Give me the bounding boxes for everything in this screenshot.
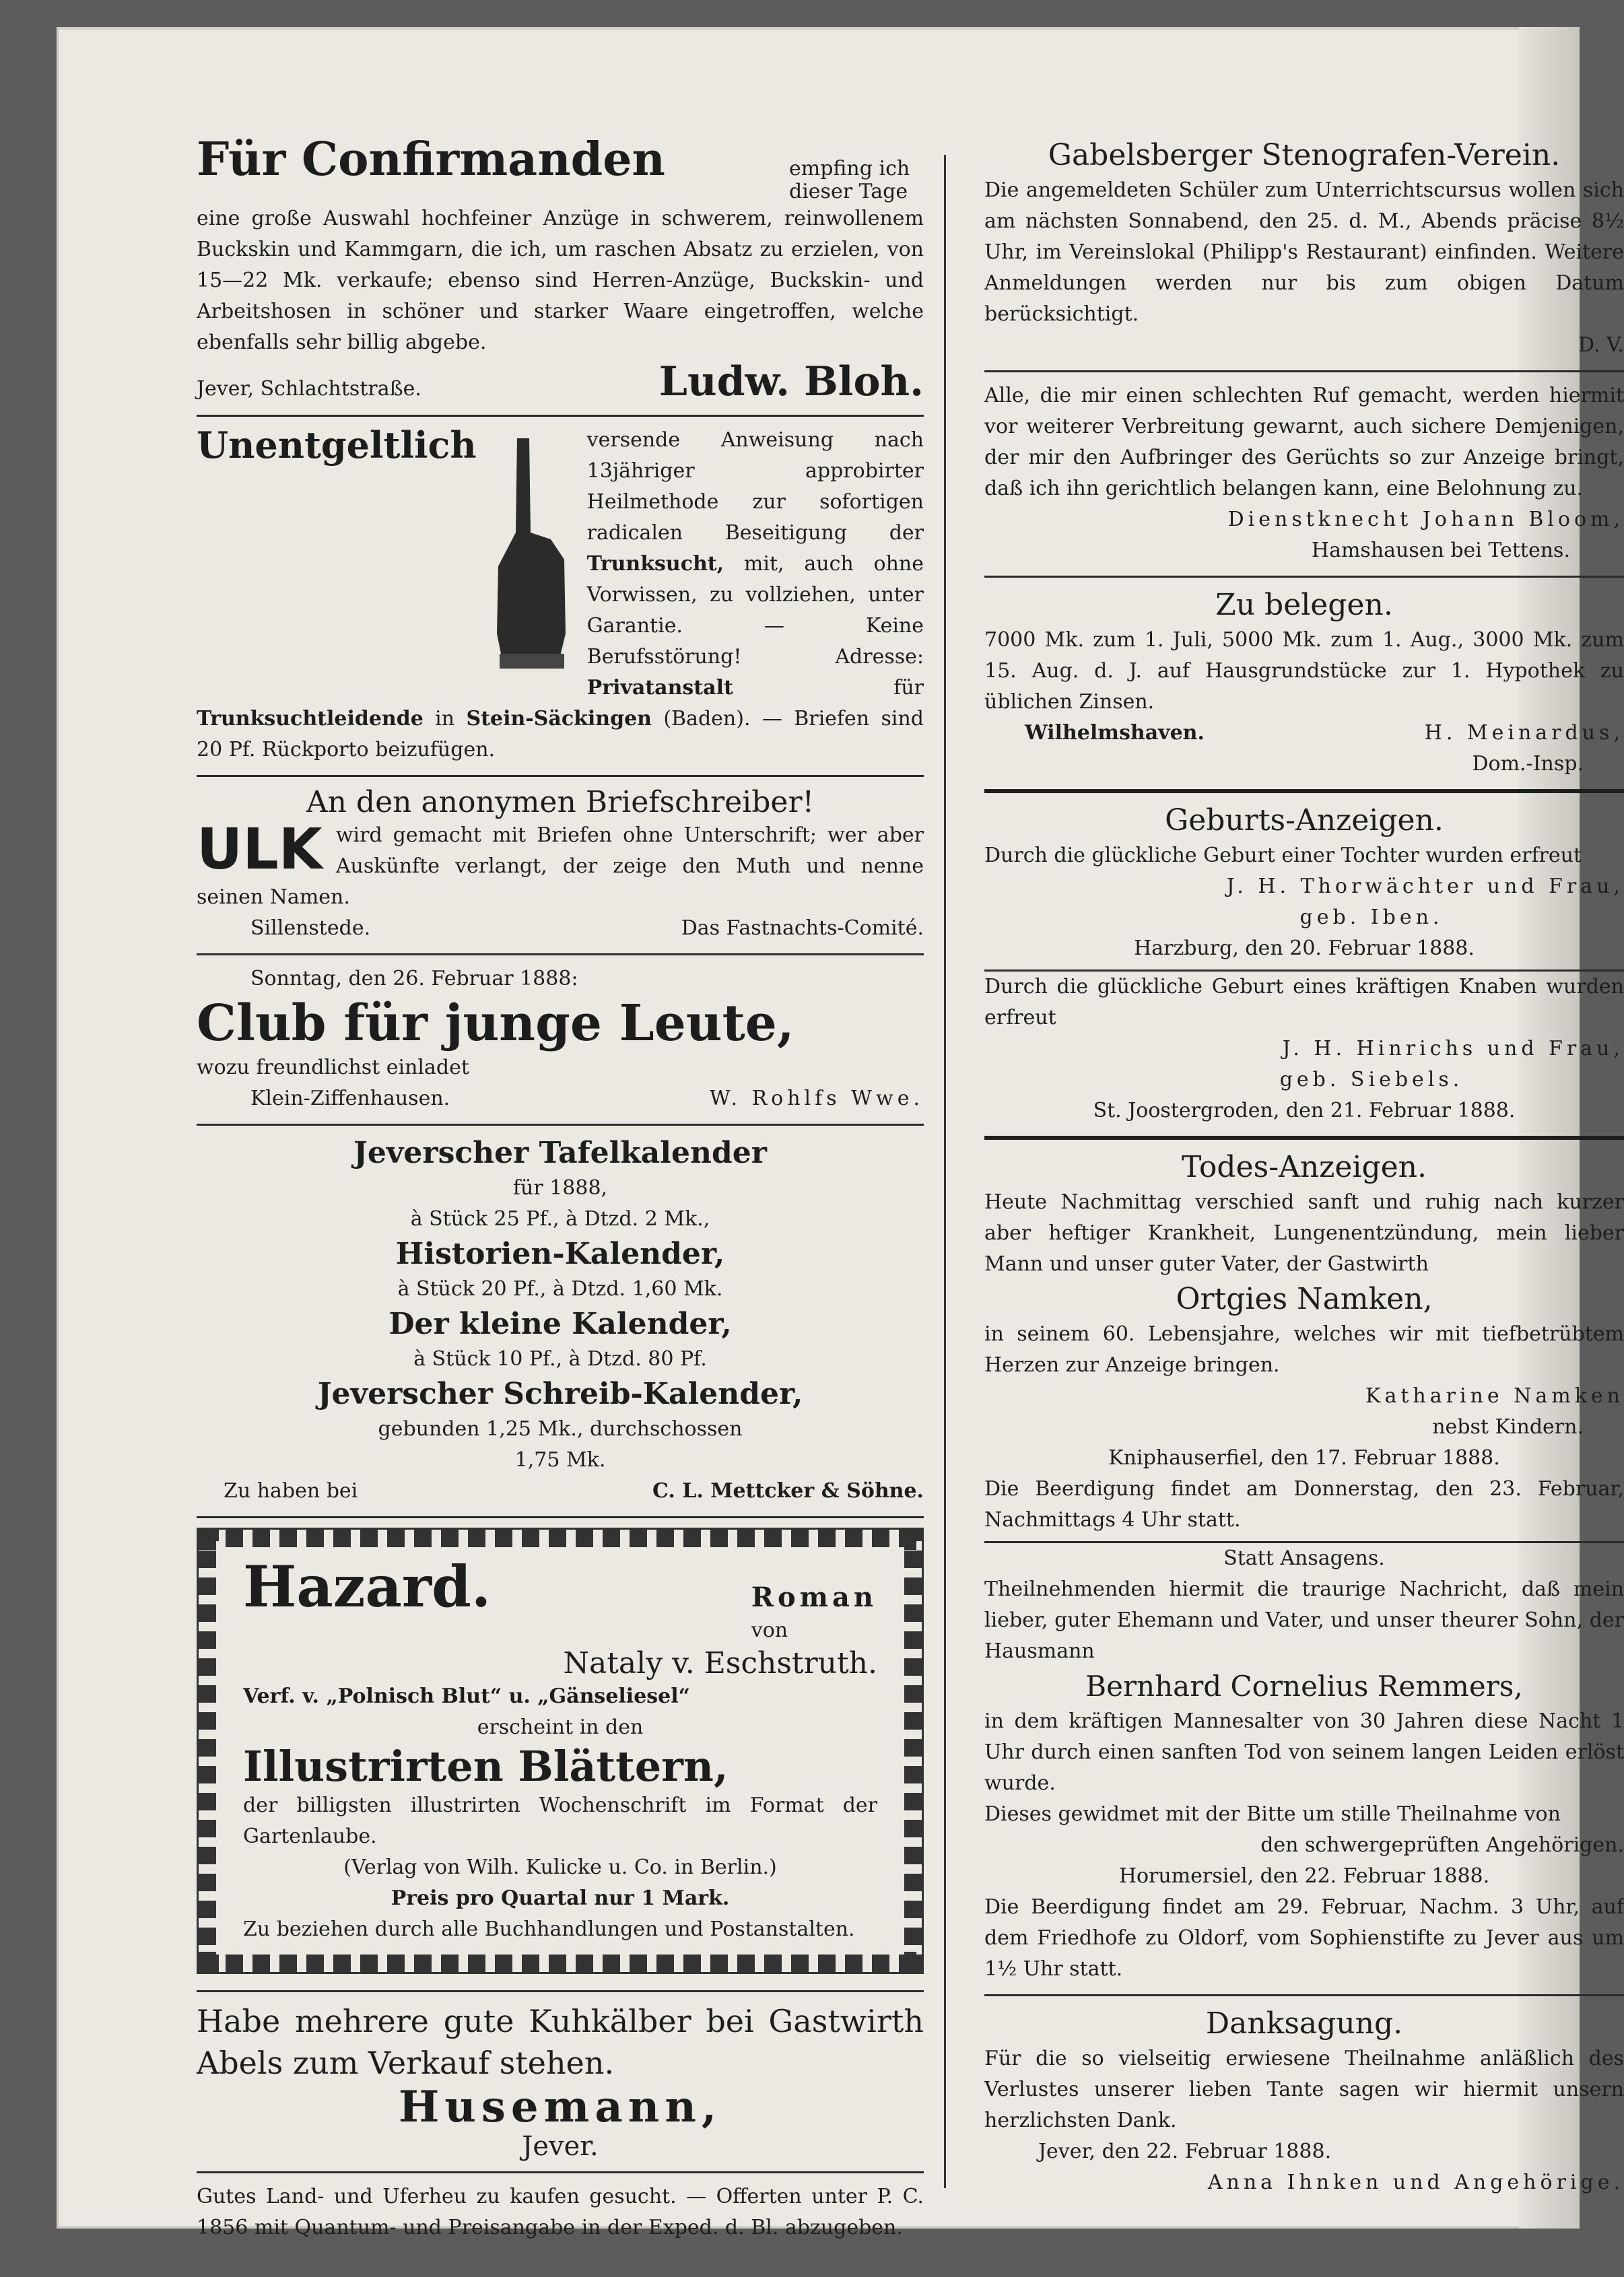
ad-signature: D. V.: [1578, 333, 1624, 357]
death-1-sig-2: nebst Kindern.: [1432, 1415, 1584, 1439]
section-title: Geburts-Anzeigen.: [1165, 803, 1444, 838]
ad-trunksucht: [197, 417, 924, 777]
ad-place: Klein-Ziffenhausen.: [250, 1087, 450, 1110]
deaths-section: [984, 1140, 1624, 1996]
ad-body: Alle, die mir einen schlechten Ruf gemacht, werden hiermit vor weiterer Verbreitung gewarnt, auch sichere Demjenigen, der mir den Aufbringer des Gerüchts so zur Anzeige bringt, daß ich ihn gerichtlich belangen kann, eine Belohnung zu.: [984, 384, 1624, 500]
ad-hazard: [197, 1518, 924, 1992]
death-1-name: Ortgies Namken,: [1176, 1282, 1433, 1316]
hazard-line-4: (Verlag von Wilh. Kulicke u. Co. in Berlin.): [343, 1856, 777, 1879]
birth-1-names: J. H. Thorwächter und Frau,: [1226, 875, 1624, 898]
ad-place: Sillenstede.: [250, 916, 371, 940]
death-2-name: Bernhard Cornelius Remmers,: [1085, 1670, 1523, 1703]
kalender-2-price: à Stück 20 Pf., à Dtzd. 1,60 Mk.: [397, 1277, 723, 1301]
kalender-seller: C. L. Mettcker & Söhne.: [652, 1479, 924, 1503]
ad-title: An den anonymen Briefschreiber!: [306, 785, 815, 819]
ad-signature: W. Rohlfs Wwe.: [709, 1087, 924, 1110]
birth-1-nee: geb. Iben.: [1299, 906, 1444, 929]
birth-1-place: Harzburg, den 20. Februar 1888.: [984, 933, 1624, 972]
ad-bold-text: Privatanstalt: [586, 676, 733, 700]
ad-body: wird gemacht mit Briefen ohne Unterschrift; wer aber Auskünfte verlangt, der zeige den Muth und nenne seinen Namen.: [197, 823, 924, 909]
ad-body: Die angemeldeten Schüler zum Unterrichtscursus wollen sich am nächsten Sonnabend, den 25. d. M., Abends präcise 8½ Uhr, im Vereinslokal (Philipp's Restaurant) einfinden. Weitere Anmeldungen werden nur bis zum obigen Datum berücksichtigt.: [984, 178, 1624, 326]
ad-title: Zu belegen.: [1215, 588, 1393, 622]
birth-2-nee: geb. Siebels.: [1279, 1068, 1464, 1091]
thanks-signature: Anna Ihnken und Angehörige.: [1207, 2171, 1624, 2194]
death-2-head: Statt Ansagens.: [1223, 1547, 1385, 1570]
kalender-1-year: für 1888,: [512, 1176, 608, 1200]
section-title: Danksagung.: [1205, 2006, 1403, 2041]
hazard-magazine: Illustrirten Blättern,: [243, 1742, 729, 1791]
death-2-place: Horumersiel, den 22. Februar 1888.: [1118, 1864, 1490, 1888]
hazard-author: Nataly v. Eschstruth.: [563, 1646, 877, 1680]
death-1-funeral: Die Beerdigung findet am Donnerstag, den 23. Februar, Nachmittags 4 Uhr statt.: [984, 1474, 1624, 1543]
ad-text: versende Anweisung nach 13jähriger approbirter Heilmethode zur sofortigen radicalen Beseitigung der: [586, 428, 924, 545]
ad-body: Gutes Land- und Uferheu zu kaufen gesucht. — Offerten unter P. C. 1856 mit Quantum- und Preisangabe in der Exped. d. Bl. abzugeben.: [197, 2185, 924, 2239]
birth-2-text: Durch die glückliche Geburt eines kräftigen Knaben wurden erfreut: [984, 975, 1624, 1029]
hazard-von: von: [751, 1619, 788, 1642]
ad-title: Für Confirmanden: [197, 133, 665, 186]
death-1-sig: Katharine Namken: [1365, 1384, 1624, 1408]
ad-text: für: [893, 676, 924, 700]
hazard-line-3: der billigsten illustrirten Wochenschrift im Format der Gartenlaube.: [243, 1794, 877, 1848]
ad-signature: Ludw. Bloh.: [658, 358, 924, 405]
ad-signature: Das Fastnachts-Comité.: [681, 916, 924, 940]
ad-heu: [197, 2173, 924, 2253]
ulk-logo: ULK: [197, 816, 323, 882]
newspaper-page: [57, 27, 1624, 2239]
ad-place: Jever.: [522, 2131, 599, 2162]
kalender-3-price: à Stück 10 Pf., à Dtzd. 80 Pf.: [413, 1347, 707, 1371]
ornamental-frame: [197, 1528, 924, 1974]
kalender-2-title: Historien-Kalender,: [395, 1237, 725, 1271]
birth-2-names: J. H. Hinrichs und Frau,: [1282, 1037, 1624, 1060]
section-title: Todes-Anzeigen.: [1181, 1150, 1427, 1184]
hazard-price: Preis pro Quartal nur 1 Mark.: [391, 1887, 730, 1910]
kalender-availability: Zu haben bei: [224, 1479, 358, 1503]
death-1-place: Kniphauserfiel, den 17. Februar 1888.: [1108, 1446, 1500, 1470]
hazard-line-1: Verf. v. „Polnisch Blut“ u. „Gänseliesel“: [243, 1685, 690, 1708]
death-2-funeral: Die Beerdigung findet am 29. Februar, Nachm. 3 Uhr, auf dem Friedhofe zu Oldorf, vom Sophienstifte zu Jever aus um 1½ Uhr statt.: [984, 1895, 1624, 1981]
ad-kuhkaelber: [197, 1992, 924, 2173]
pointing-hand-icon: [490, 432, 571, 674]
hazard-line-5: Zu beziehen durch alle Buchhandlungen und Postanstalten.: [243, 1917, 855, 1941]
ad-text: in: [435, 707, 455, 730]
ad-confirmanden: [197, 128, 924, 417]
kalender-4-price: gebunden 1,25 Mk., durchschossen: [378, 1417, 743, 1441]
column-divider: [944, 155, 946, 2188]
ad-body: Habe mehrere gute Kuhkälber bei Gastwirth Abels zum Verkauf stehen.: [197, 2003, 924, 2081]
death-1-text: Heute Nachmittag verschied sanft und ruhig nach kurzer aber heftiger Krankheit, Lungenentzündung, mein lieber Mann und unser guter Vater, der Gastwirth: [984, 1190, 1624, 1276]
thanks-body: Für die so vielseitig erwiesene Theilnahme anläßlich des Verlustes unserer lieben Tante sagen wir hiermit unsern herzlichsten Dank.: [984, 2047, 1624, 2132]
ad-invite: wozu freundlichst einladet: [197, 1056, 469, 1079]
death-1-age: in seinem 60. Lebensjahre, welches wir mit tiefbetrübtem Herzen zur Anzeige bringen.: [984, 1322, 1624, 1377]
left-column: [197, 128, 924, 2253]
kalender-1-price: à Stück 25 Pf., à Dtzd. 2 Mk.,: [410, 1207, 710, 1231]
ad-body: eine große Auswahl hochfeiner Anzüge in schwerem, reinwollenem Buckskin und Kammgarn, die ich, um raschen Absatz zu erzielen, von 15—22 Mk. verkaufe; ebenso sind Herren-Anzüge, Buckskin- und Arbeitshosen in schöner und starker Waare eingetroffen, welche ebenfalls sehr billig abgebe.: [197, 207, 924, 354]
ad-signature-place: Hamshausen bei Tettens.: [1311, 539, 1570, 562]
ad-body: 7000 Mk. zum 1. Juli, 5000 Mk. zum 1. Aug., 3000 Mk. zum 15. Aug. d. J. auf Hausgrundstücke zur 1. Hypothek zu üblichen Zinsen.: [984, 628, 1624, 714]
death-2-note: Dieses gewidmet mit der Bitte um stille Theilnahme von: [984, 1802, 1561, 1826]
ad-bold-text: Trunksucht,: [586, 552, 724, 576]
birth-2-place: St. Joostergroden, den 21. Februar 1888.: [1093, 1099, 1516, 1122]
ad-text: mit, auch ohne Vorwissen, zu vollziehen, unter Garantie. — Keine Berufsstörung! Adresse:: [586, 552, 924, 669]
hazard-title: Hazard.: [243, 1553, 492, 1620]
ad-ulk: [197, 777, 924, 955]
ad-date: Sonntag, den 26. Februar 1888:: [250, 967, 578, 990]
ad-place: Wilhelmshaven.: [1025, 721, 1205, 745]
ad-title-tail: empfing ich dieser Tage: [789, 157, 910, 203]
ad-kalender: [197, 1126, 924, 1518]
death-2-text: Theilnehmenden hiermit die traurige Nachricht, daß mein lieber, guter Ehemann und Vater, und unser theurer Sohn, der Hausmann: [984, 1577, 1624, 1663]
kalender-3-title: Der kleine Kalender,: [388, 1307, 732, 1341]
thanks-place: Jever, den 22. Februar 1888.: [1038, 2140, 1332, 2163]
ad-text: (Baden). — Briefen sind 20 Pf. Rückporto beizufügen.: [197, 707, 924, 761]
ad-signature-title: Dom.-Insp.: [1472, 752, 1584, 776]
births-section: [984, 793, 1624, 1140]
ad-bold-text: Stein-Säckingen: [466, 707, 652, 730]
ad-title: Unentgeltlich: [197, 423, 477, 467]
ad-signature: Dienstknecht Johann Bloom,: [1227, 508, 1624, 531]
kalender-4-title: Jeverscher Schreib-Kalender,: [317, 1377, 803, 1411]
kalender-1-title: Jeverscher Tafelkalender: [353, 1136, 767, 1170]
hazard-roman: Roman: [751, 1582, 877, 1613]
ad-stenografen: [984, 128, 1624, 372]
death-2-sig: den schwergeprüften Angehörigen.: [1260, 1833, 1624, 1857]
birth-1-text: Durch die glückliche Geburt einer Tochter wurden erfreut: [984, 844, 1582, 867]
ad-club: [197, 955, 924, 1126]
ad-signature: Husemann,: [398, 2082, 722, 2132]
right-column: [984, 128, 1624, 2208]
ad-zu-belegen: [984, 578, 1624, 793]
ad-bold-text: Trunksuchtleidende: [197, 707, 424, 730]
ad-place: Jever, Schlachtstraße.: [197, 377, 421, 401]
thanks-section: [984, 1996, 1624, 2208]
hazard-line-2: erscheint in den: [477, 1715, 644, 1739]
kalender-4-price-2: 1,75 Mk.: [514, 1448, 606, 1472]
ad-warnung: [984, 372, 1624, 578]
ad-title: Gabelsberger Stenografen-Verein.: [1048, 138, 1561, 172]
ad-signature: H. Meinardus,: [1424, 721, 1624, 745]
death-2-body: in dem kräftigen Mannesalter von 30 Jahren diese Nacht 1 Uhr durch einen sanften Tod von seinem langen Leiden erlöst wurde.: [984, 1709, 1624, 1795]
ad-title: Club für junge Leute,: [197, 994, 794, 1052]
